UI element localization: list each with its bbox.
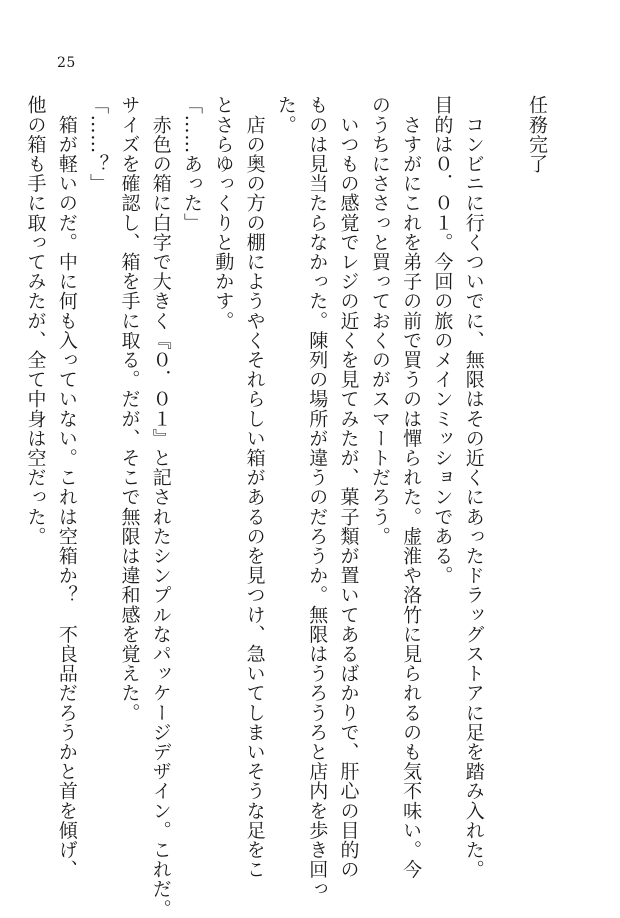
chapter-title: 任務完了 — [526, 95, 548, 174]
text-line: 箱が軽いのだ。中に何も入っていない。これは空箱か？ 不良品だろうかと首を傾げ、 — [55, 95, 78, 879]
text-line: た。 — [274, 95, 297, 135]
page-number: 25 — [57, 55, 76, 71]
text-line: 「……？」 — [87, 95, 110, 193]
text-line: のうちにささっと買っておくのがスマートだろう。 — [368, 95, 391, 546]
text-line: いつもの感覚でレジの近くを見てみたが、菓子類が置いてあるばかりで、肝心の目的の — [337, 95, 360, 879]
text-line: さすがにこれを弟子の前で買うのは憚られた。虚淮や洛竹に見られるのも気不味い。今 — [400, 95, 423, 879]
text-line: 他の箱も手に取ってみたが、全て中身は空だった。 — [24, 95, 47, 546]
text-line: 店の奥の方の棚にようやくそれらしい箱があるのを見つけ、急いてしまいそうな足をこ — [243, 95, 266, 879]
text-line: ものは見当たらなかった。陳列の場所が違うのだろうか。無限はうろうろと店内を歩き回っ — [306, 95, 329, 899]
text-line: コンビニに行くついでに、無限はその近くにあったドラッグストアに足を踏み入れた。 — [462, 95, 485, 879]
text-line: サイズを確認し、箱を手に取る。だが、そこで無限は違和感を覚えた。 — [118, 95, 141, 723]
text-line: 目的は０．０１。今回の旅のメインミッションである。 — [431, 95, 454, 585]
text-line: 「……あった」 — [181, 95, 204, 233]
text-line: とさらゆっくりと動かす。 — [212, 95, 235, 331]
body-text — [19, 95, 552, 918]
text-line: 赤色の箱に白字で大きく『０．０１』と記されたシンプルなパッケージデザイン。これだ。 — [149, 95, 172, 918]
